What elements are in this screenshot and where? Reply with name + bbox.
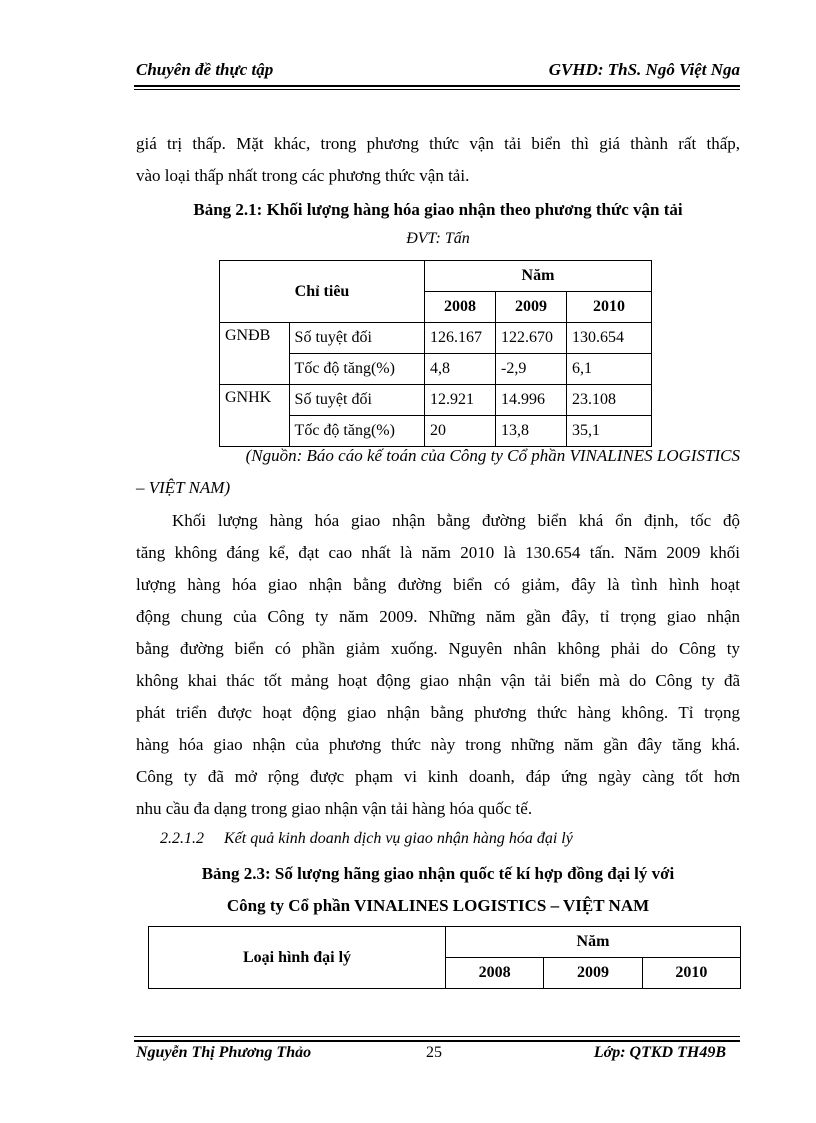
- subsection-title: Kết quả kinh doanh dịch vụ giao nhận hàng hóa đại lý: [224, 830, 573, 847]
- table1-cell: 130.654: [567, 323, 652, 354]
- table2-caption-line2: Công ty Cổ phần VINALINES LOGISTICS – VIỆT NAM: [226, 896, 650, 915]
- table2-year-header: Năm: [446, 927, 741, 958]
- footer-divider-thin: [134, 1036, 740, 1037]
- table1-cell: 14.996: [496, 385, 567, 416]
- table1-group-name: GNĐB: [220, 323, 290, 385]
- body-paragraph: [136, 505, 740, 825]
- subsection-heading: [160, 830, 573, 848]
- page-number: 25: [426, 1044, 442, 1061]
- table1-cell: 13,8: [496, 416, 567, 447]
- header-divider: [134, 85, 740, 87]
- header-title: Chuyên đề thực tập: [136, 60, 274, 79]
- table1-cell: 20: [425, 416, 496, 447]
- table2-caption-line1: Bảng 2.3: Số lượng hãng giao nhận quốc tế kí hợp đồng đại lý với: [201, 864, 675, 883]
- source-line: – VIỆT NAM): [136, 478, 231, 497]
- table1-caption: Bảng 2.1: Khối lượng hàng hóa giao nhận theo phương thức vận tải: [193, 200, 683, 219]
- table2-year: 2010: [642, 958, 740, 989]
- table1-group-name: GNHK: [220, 385, 290, 447]
- paragraph-line: tăng không đáng kể, đạt cao nhất là năm 2010 là 130.654 tấn. Năm 2009 khối: [136, 543, 740, 562]
- paragraph-line: vào loại thấp nhất trong các phương thức vận tải.: [136, 166, 470, 185]
- table1-cell: 4,8: [425, 354, 496, 385]
- table1-cell: 23.108: [567, 385, 652, 416]
- paragraph-line: Khối lượng hàng hóa giao nhận bằng đường biển khá ổn định, tốc độ: [172, 511, 740, 530]
- table-row: [220, 385, 652, 416]
- table1-year: 2009: [496, 292, 567, 323]
- page-header: [136, 60, 740, 82]
- paragraph-line: giá trị thấp. Mặt khác, trong phương thức vận tải biển thì giá thành rất thấp,: [136, 134, 740, 153]
- table1-row-label: Tốc độ tăng(%): [289, 416, 424, 447]
- table1-cell: 6,1: [567, 354, 652, 385]
- table1-cell: 122.670: [496, 323, 567, 354]
- footer-class: Lớp: QTKD TH49B: [593, 1044, 726, 1061]
- table1-unit: ĐVT: Tấn: [406, 230, 470, 247]
- table1-year-header: Năm: [425, 261, 652, 292]
- paragraph-line: không khai thác tốt mảng hoạt động giao nhận vận tải biển mà do Công ty đã: [136, 671, 740, 690]
- table1-cell: 35,1: [567, 416, 652, 447]
- table1-cell: -2,9: [496, 354, 567, 385]
- paragraph-line: Công ty đã mở rộng được phạm vi kinh doanh, đáp ứng ngày càng tốt hơn: [136, 767, 740, 786]
- paragraph-line: hàng hóa giao nhận của phương thức này trong những năm gần đây tăng khá.: [136, 735, 740, 754]
- paragraph-line: động chung của Công ty năm 2009. Những năm gần đây, tỉ trọng giao nhận: [136, 607, 740, 626]
- footer-divider: [134, 1040, 740, 1042]
- paragraph-line: nhu cầu đa dạng trong giao nhận vận tải hàng hóa quốc tế.: [136, 799, 533, 818]
- footer-author: Nguyễn Thị Phương Thảo: [136, 1044, 312, 1061]
- table1-year: 2010: [567, 292, 652, 323]
- paragraph-line: bằng đường biển có phần giảm xuống. Nguyên nhân không phải do Công ty: [136, 639, 740, 658]
- table1-source: [136, 440, 740, 504]
- table2: [148, 926, 741, 989]
- table1-row-label: Số tuyệt đối: [289, 385, 424, 416]
- table-row: [220, 323, 652, 354]
- table2-year: 2008: [446, 958, 544, 989]
- table2-year: 2009: [544, 958, 642, 989]
- table1: [219, 260, 652, 447]
- table1-row-label: Tốc độ tăng(%): [289, 354, 424, 385]
- source-line: (Nguồn: Báo cáo kế toán của Công ty Cổ phần VINALINES LOGISTICS: [245, 446, 740, 465]
- header-divider-thin: [134, 89, 740, 90]
- intro-paragraph: [136, 128, 740, 192]
- subsection-number: 2.2.1.2: [160, 830, 204, 847]
- table1-row-label: Số tuyệt đối: [289, 323, 424, 354]
- table2-col-header: Loại hình đại lý: [149, 927, 446, 989]
- table1-cell: 126.167: [425, 323, 496, 354]
- paragraph-line: phát triển được hoạt động giao nhận bằng phương thức hàng không. Tỉ trọng: [136, 703, 740, 722]
- table1-cell: 12.921: [425, 385, 496, 416]
- paragraph-line: lượng hàng hóa giao nhận bằng đường biển có giảm, đây là tình hình hoạt: [136, 575, 740, 594]
- header-supervisor: GVHD: ThS. Ngô Việt Nga: [548, 60, 740, 79]
- table1-col-header: Chỉ tiêu: [220, 261, 425, 323]
- table1-year: 2008: [425, 292, 496, 323]
